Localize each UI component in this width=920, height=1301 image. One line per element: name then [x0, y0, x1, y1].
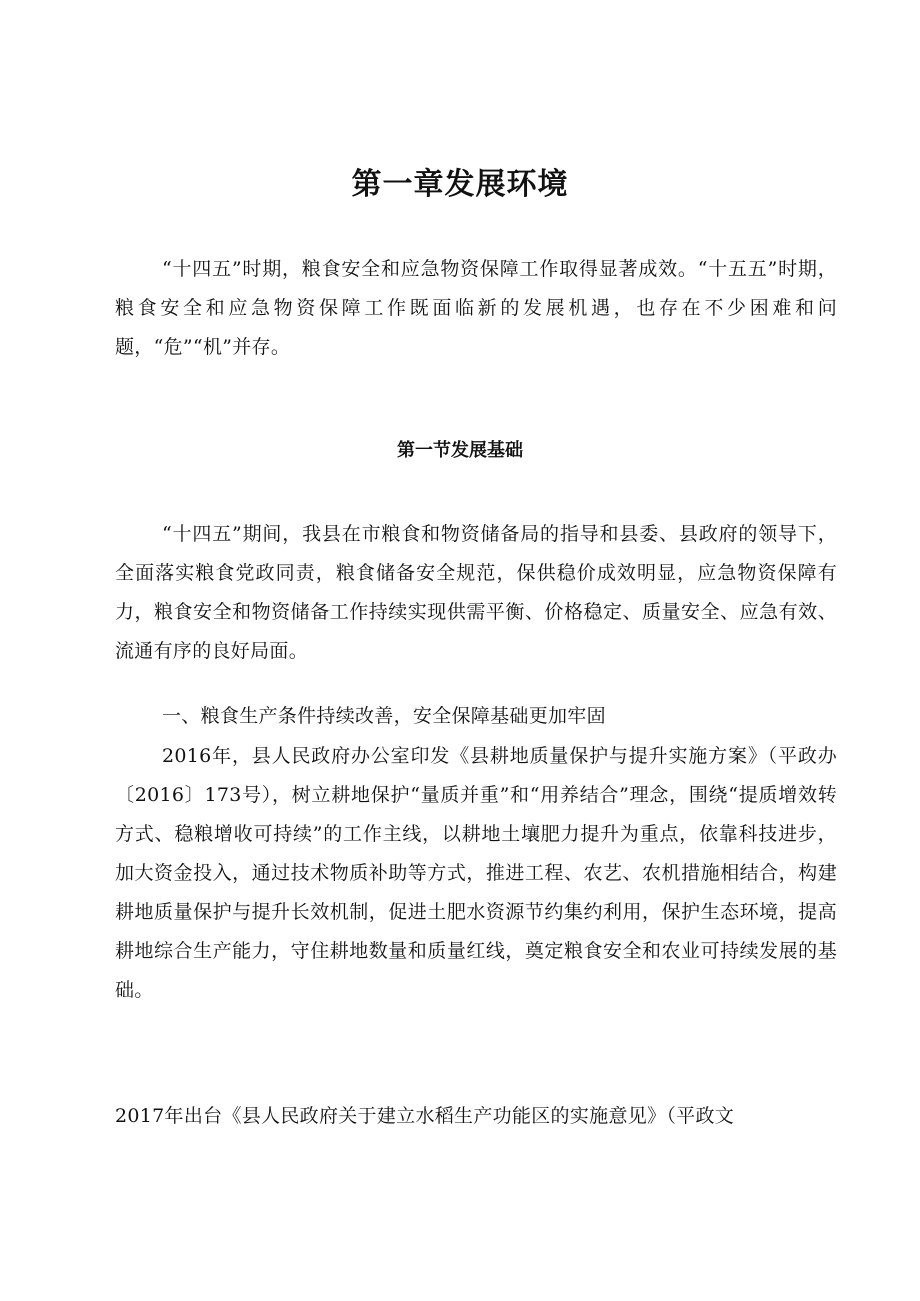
intro-paragraph: “十四五”时期，粮食安全和应急物资保障工作取得显著成效。“十五五”时期，粮食安全和应急物资保障工作既面临新的发展机遇，也存在不少困难和问题，“危”“机”并存。 — [115, 258, 837, 358]
section-title: 第一节发展基础 — [397, 440, 523, 461]
section-paragraph: “十四五”期间，我县在市粮食和物资储备局的指导和县委、县政府的领导下，全面落实粮食党政同责，粮食储备安全规范，保供稳价成效明显，应急物资保障有力，粮食安全和物资储备工作持续实现供需平衡、价格稳定、质量安全、应急有效、流通有序的良好局面。 — [115, 523, 837, 662]
subheading: 一、粮食生产条件持续改善，安全保障基础更加牢固 — [162, 705, 606, 727]
paragraph-2017: 2017年出台《县人民政府关于建立水稻生产功能区的实施意见》（平政文 — [115, 1105, 735, 1127]
paragraph-2016: 2016年，县人民政府办公室印发《县耕地质量保护与提升实施方案》（平政办〔2016〕173号），树立耕地保护“量质并重”和“用养结合”理念，围绕“提质增效转方式、稳粮增收可持续”的工作主线，以耕地土壤肥力提升为重点，依靠科技进步，加大资金投入，通过技术物质补助等方式，推进工程、农艺、农机措施相结合，构建耕地质量保护与提升长效机制，促进土肥水资源节约集约利用，保护生态环境，提高耕地综合生产能力，守住耕地数量和质量红线，奠定粮食安全和农业可持续发展的基础。 — [115, 745, 837, 1001]
chapter-title: 第一章发展环境 — [351, 167, 569, 202]
